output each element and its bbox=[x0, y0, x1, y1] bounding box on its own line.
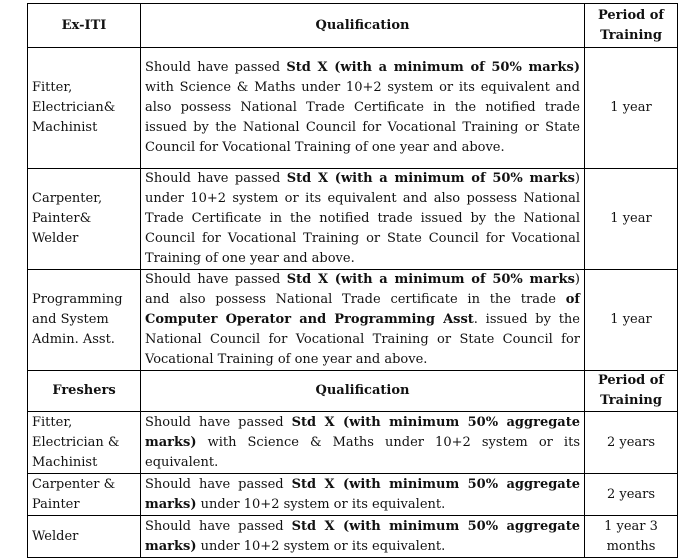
trade-cell: Carpenter & Painter bbox=[28, 474, 141, 516]
trade-cell: Fitter, Electrician & Machinist bbox=[28, 412, 141, 474]
qualification-cell: Should have passed Std X (with a minimum of 50% marks) under 10+2 system or its equivalent and also possess National Trade Certificate in the notified trade issued by the National Council for Vocational Training or State Council for Vocational Training of one year and above. bbox=[141, 169, 585, 270]
period-cell: 2 years bbox=[585, 412, 678, 474]
period-cell: 1 year bbox=[585, 270, 678, 371]
table-row bbox=[28, 270, 678, 371]
trade-cell: Carpenter, Painter& Welder bbox=[28, 169, 141, 270]
qualification-cell: Should have passed Std X (with minimum 50% aggregate marks) with Science & Maths under 10+2 system or its equivalent. bbox=[141, 412, 585, 474]
table-row bbox=[28, 48, 678, 169]
qualification-cell: Should have passed Std X (with minimum 50% aggregate marks) under 10+2 system or its equivalent. bbox=[141, 516, 585, 558]
table-row bbox=[28, 474, 678, 516]
period-cell: 1 year bbox=[585, 48, 678, 169]
table-row bbox=[28, 412, 678, 474]
trade-cell: Fitter, Electrician& Machinist bbox=[28, 48, 141, 169]
header-col2: Qualification bbox=[141, 4, 585, 48]
qualification-cell: Should have passed Std X (with a minimum of 50% marks) with Science & Maths under 10+2 system or its equivalent and also possess National Trade Certificate in the notified trade issued by the National Council for Vocational Training or State Council for Vocational Training of one year and above. bbox=[141, 48, 585, 169]
qualification-cell: Should have passed Std X (with a minimum of 50% marks) and also possess National Trade certificate in the trade of Computer Operator and Programming Asst. issued by the National Council for Vocational Training or State Council for Vocational Training of one year and above. bbox=[141, 270, 585, 371]
header-col3: Period of Training bbox=[585, 4, 678, 48]
header-col1: Ex-ITI bbox=[28, 4, 141, 48]
table-row bbox=[28, 169, 678, 270]
header-col2: Qualification bbox=[141, 371, 585, 412]
table-row bbox=[28, 516, 678, 558]
trade-cell: Programming and System Admin. Asst. bbox=[28, 270, 141, 371]
trade-cell: Welder bbox=[28, 516, 141, 558]
section-header-ex-iti bbox=[28, 4, 678, 48]
header-col1: Freshers bbox=[28, 371, 141, 412]
period-cell: 2 years bbox=[585, 474, 678, 516]
qualification-table bbox=[27, 3, 678, 558]
qualification-cell: Should have passed Std X (with minimum 50% aggregate marks) under 10+2 system or its equivalent. bbox=[141, 474, 585, 516]
section-header-freshers bbox=[28, 371, 678, 412]
period-cell: 1 year bbox=[585, 169, 678, 270]
period-cell: 1 year 3 months bbox=[585, 516, 678, 558]
header-col3: Period of Training bbox=[585, 371, 678, 412]
